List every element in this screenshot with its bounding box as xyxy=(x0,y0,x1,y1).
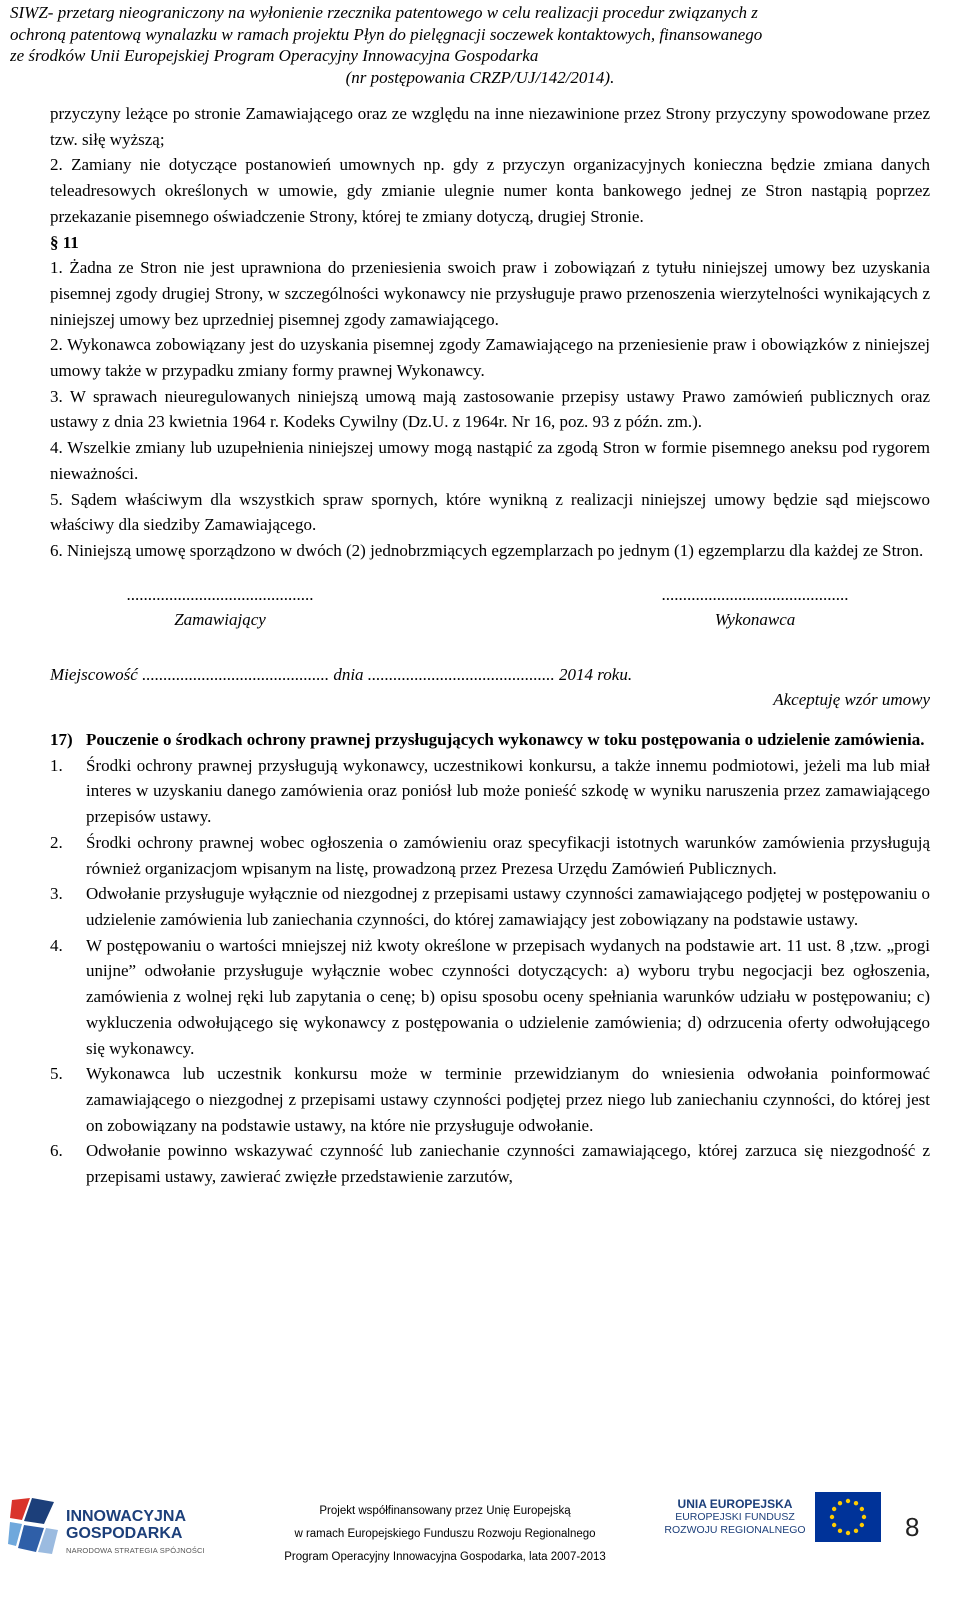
list-item xyxy=(50,1061,930,1138)
header-line-2: ochroną patentową wynalazku w ramach projektu Płyn do pielęgnacji soczewek kontaktowych, finansowanego xyxy=(10,24,763,44)
eu-label-line-2: EUROPEJSKI FUNDUSZ xyxy=(675,1511,795,1523)
list-17 xyxy=(50,753,930,1190)
signature-dots-left: ............................................ xyxy=(126,584,314,604)
eu-star-icon xyxy=(832,1523,836,1527)
section-item-5: 5. Sądem właściwym dla wszystkich spraw spornych, które wynikną z realizacji niniejszej umowy będzie sąd miejscowo właściwy dla siedziby Zamawiającego. xyxy=(50,489,930,535)
ig-logo-line-1: INNOWACYJNA xyxy=(66,1508,187,1525)
list-item-number: 4. xyxy=(50,935,63,955)
eu-star-icon xyxy=(838,1501,842,1505)
list-item-number: 5. xyxy=(50,1064,63,1084)
place-date-line: Miejscowość ............................................ dnia ............................................ 2014 roku. xyxy=(50,664,633,684)
ig-emblem-icon xyxy=(8,1494,60,1560)
page-number: 8 xyxy=(905,1512,920,1542)
eu-star-icon xyxy=(860,1523,864,1527)
eu-star-icon xyxy=(854,1529,858,1533)
innowacyjna-gospodarka-logo xyxy=(8,1494,208,1562)
heading-17-text: Pouczenie o środkach ochrony prawnej przysługujących wykonawcy w toku postępowania o udzielenie zamówienia. xyxy=(86,730,925,750)
eu-flag-icon xyxy=(815,1492,881,1542)
list-item-number: 1. xyxy=(50,755,63,775)
eu-label-line-3: ROZWOJU REGIONALNEGO xyxy=(664,1524,806,1536)
signature-block xyxy=(50,582,930,646)
eu-label-line-1: UNIA EUROPEJSKA xyxy=(677,1497,793,1511)
section-item-6: 6. Niniejszą umowę sporządzono w dwóch (2) jednobrzmiących egzemplarzach po jednym (1) egzemplarzu dla każdej ze Stron. xyxy=(50,540,924,560)
signature-left xyxy=(70,582,370,633)
list-item xyxy=(50,881,930,932)
list-item-number: 3. xyxy=(50,884,63,904)
paragraph-change-2: 2. Zamiany nie dotyczące postanowień umownych np. gdy z przyczyn organizacyjnych konieczna będzie zmiana danych teleadresowych określonych w umowie, gdy zmianie ulegnie numer konta bankowego jednej ze Stron nastąpią poprzez przekazanie pisemnego oświadczenie Strony, której te zmiany dotyczą, drugiej Stronie. xyxy=(50,155,930,226)
list-item-text: Środki ochrony prawnej przysługują wykonawcy, uczestnikowi konkursu, a także innemu podmiotowi, jeżeli ma lub miał interes w uzyskaniu danego zamówienia oraz poniósł lub może ponieść szkodę w wyniku naruszenia przez zamawiającego przepisów ustawy. xyxy=(86,755,930,827)
list-item-text: Wykonawca lub uczestnik konkursu może w terminie przewidzianym do wniesienia odwołania poinformować zamawiającego o niezgodnej z przepisami ustawy czynności podjętej przez niego lub zaniechaniu czynności, do której jest on zobowiązany na podstawie ustawy, na które nie przysługuje odwołanie. xyxy=(86,1064,930,1135)
header-line-3: ze środków Unii Europejskiej Program Operacyjny Innowacyjna Gospodarka xyxy=(10,46,539,65)
list-item xyxy=(50,753,930,830)
eu-star-icon xyxy=(838,1529,842,1533)
eu-star-icon xyxy=(846,1531,850,1535)
eu-fund-label xyxy=(660,1498,810,1537)
project-line-2: w ramach Europejskiego Funduszu Rozwoju Regionalnego xyxy=(294,1528,596,1540)
eu-star-icon xyxy=(854,1501,858,1505)
project-line-3: Program Operacyjny Innowacyjna Gospodarka, lata 2007-2013 xyxy=(284,1551,606,1563)
list-item xyxy=(50,1138,930,1189)
header-line-4: (nr postępowania CRZP/UJ/142/2014). xyxy=(345,67,615,87)
eu-star-icon xyxy=(832,1507,836,1511)
project-line-1: Projekt współfinansowany przez Unię Europejską xyxy=(319,1505,571,1517)
accept-template-line: Akceptuję wzór umowy xyxy=(773,690,930,710)
list-item-text: W postępowaniu o wartości mniejszej niż kwoty określone w przepisach wydanych na podstawie art. 11 ust. 8 ,tzw. „progi unijne” odwołanie przysługuje wyłącznie wobec czynności dotyczących: a) wyboru trybu negocjacji bez ogłoszenia, zamówienia z wolnej ręki lub zapytania o cenę; b) opisu sposobu oceny spełniania warunków udziału w postępowaniu; c) wykluczenia odwołującego się wykonawcy z postępowania o udzielenie zamówienia; d) odrzucenia oferty odwołującego się wykonawcy. xyxy=(86,935,930,1058)
eu-star-icon xyxy=(860,1507,864,1511)
ig-logo-text xyxy=(66,1508,186,1542)
eu-star-icon xyxy=(846,1499,850,1503)
list-item-text: Odwołanie przysługuje wyłącznie od niezgodnej z przepisami ustawy czynności zamawiającego podjętej w postępowaniu o udzielenie zamówienia lub zaniechania czynności, do której zamawiający jest zobowiązany na podstawie ustawy. xyxy=(86,884,930,929)
heading-17 xyxy=(50,727,930,753)
eu-star-icon xyxy=(830,1515,834,1519)
page-footer xyxy=(0,1486,960,1615)
section-item-3: 3. W sprawach nieuregulowanych niniejszą umową mają zastosowanie przepisy ustawy Prawo zamówień publicznych oraz ustawy z dnia 23 kwietnia 1964 r. Kodeks Cywilny (Dz.U. z 1964r. Nr 16, poz. 93 z późn. zm.). xyxy=(50,386,930,432)
signature-label-right: Wykonawca xyxy=(714,610,796,630)
list-item-text: Odwołanie powinno wskazywać czynność lub zaniechanie czynności zamawiającego, której zarzuca się niezgodność z przepisami ustawy, zawierać zwięzłe przedstawienie zarzutów, xyxy=(86,1141,930,1187)
signature-dots-right: ............................................ xyxy=(661,584,849,604)
signature-right xyxy=(605,582,905,633)
heading-17-number: 17) xyxy=(50,730,73,750)
page-header xyxy=(10,2,950,88)
signature-label-left: Zamawiający xyxy=(174,610,266,630)
section-11-title: § 11 xyxy=(50,232,79,252)
header-line-1: SIWZ- przetarg nieograniczony na wyłonienie rzecznika patentowego w celu realizacji procedur związanych z xyxy=(10,3,758,22)
section-item-4: 4. Wszelkie zmiany lub uzupełnienia niniejszej umowy mogą nastąpić za zgodą Stron w formie pisemnego aneksu pod rygorem nieważności. xyxy=(50,438,930,483)
list-item-number: 6. xyxy=(50,1141,63,1161)
document-body xyxy=(50,101,930,1190)
ig-logo-subtitle: NARODOWA STRATEGIA SPÓJNOŚCI xyxy=(66,1546,205,1555)
list-item xyxy=(50,933,930,1062)
list-item-text: Środki ochrony prawnej wobec ogłoszenia o zamówieniu oraz specyfikacji istotnych warunków zamówienia przysługują również organizacjom wpisanym na listę, prowadzoną przez Prezesa Urzędu Zamówień Publicznych. xyxy=(86,832,930,878)
section-item-1: 1. Żadna ze Stron nie jest uprawniona do przeniesienia swoich praw i zobowiązań z tytułu niniejszej umowy bez uzyskania pisemnej zgody drugiej Strony, w szczególności wykonawcy nie przysługuje prawo przenoszenia wierzytelności wynikających z niniejszej umowy bez uprzedniej pisemnej zgody zamawiającego. xyxy=(50,258,930,329)
eu-star-icon xyxy=(862,1515,866,1519)
project-funding-note xyxy=(240,1500,650,1569)
ig-logo-line-2: GOSPODARKA xyxy=(66,1525,183,1542)
section-item-2: 2. Wykonawca zobowiązany jest do uzyskania pisemnej zgody Zamawiającego na przeniesienie praw i obowiązków z niniejszej umowy także w przypadku zmiany formy prawnej Wykonawcy. xyxy=(50,335,930,381)
list-item xyxy=(50,830,930,881)
paragraph-intro: przyczyny leżące po stronie Zamawiającego oraz ze względu na inne niezawinione przez Strony przyczyny spowodowane przez tzw. siłę wyższą; xyxy=(50,104,930,149)
list-item-number: 2. xyxy=(50,832,63,852)
